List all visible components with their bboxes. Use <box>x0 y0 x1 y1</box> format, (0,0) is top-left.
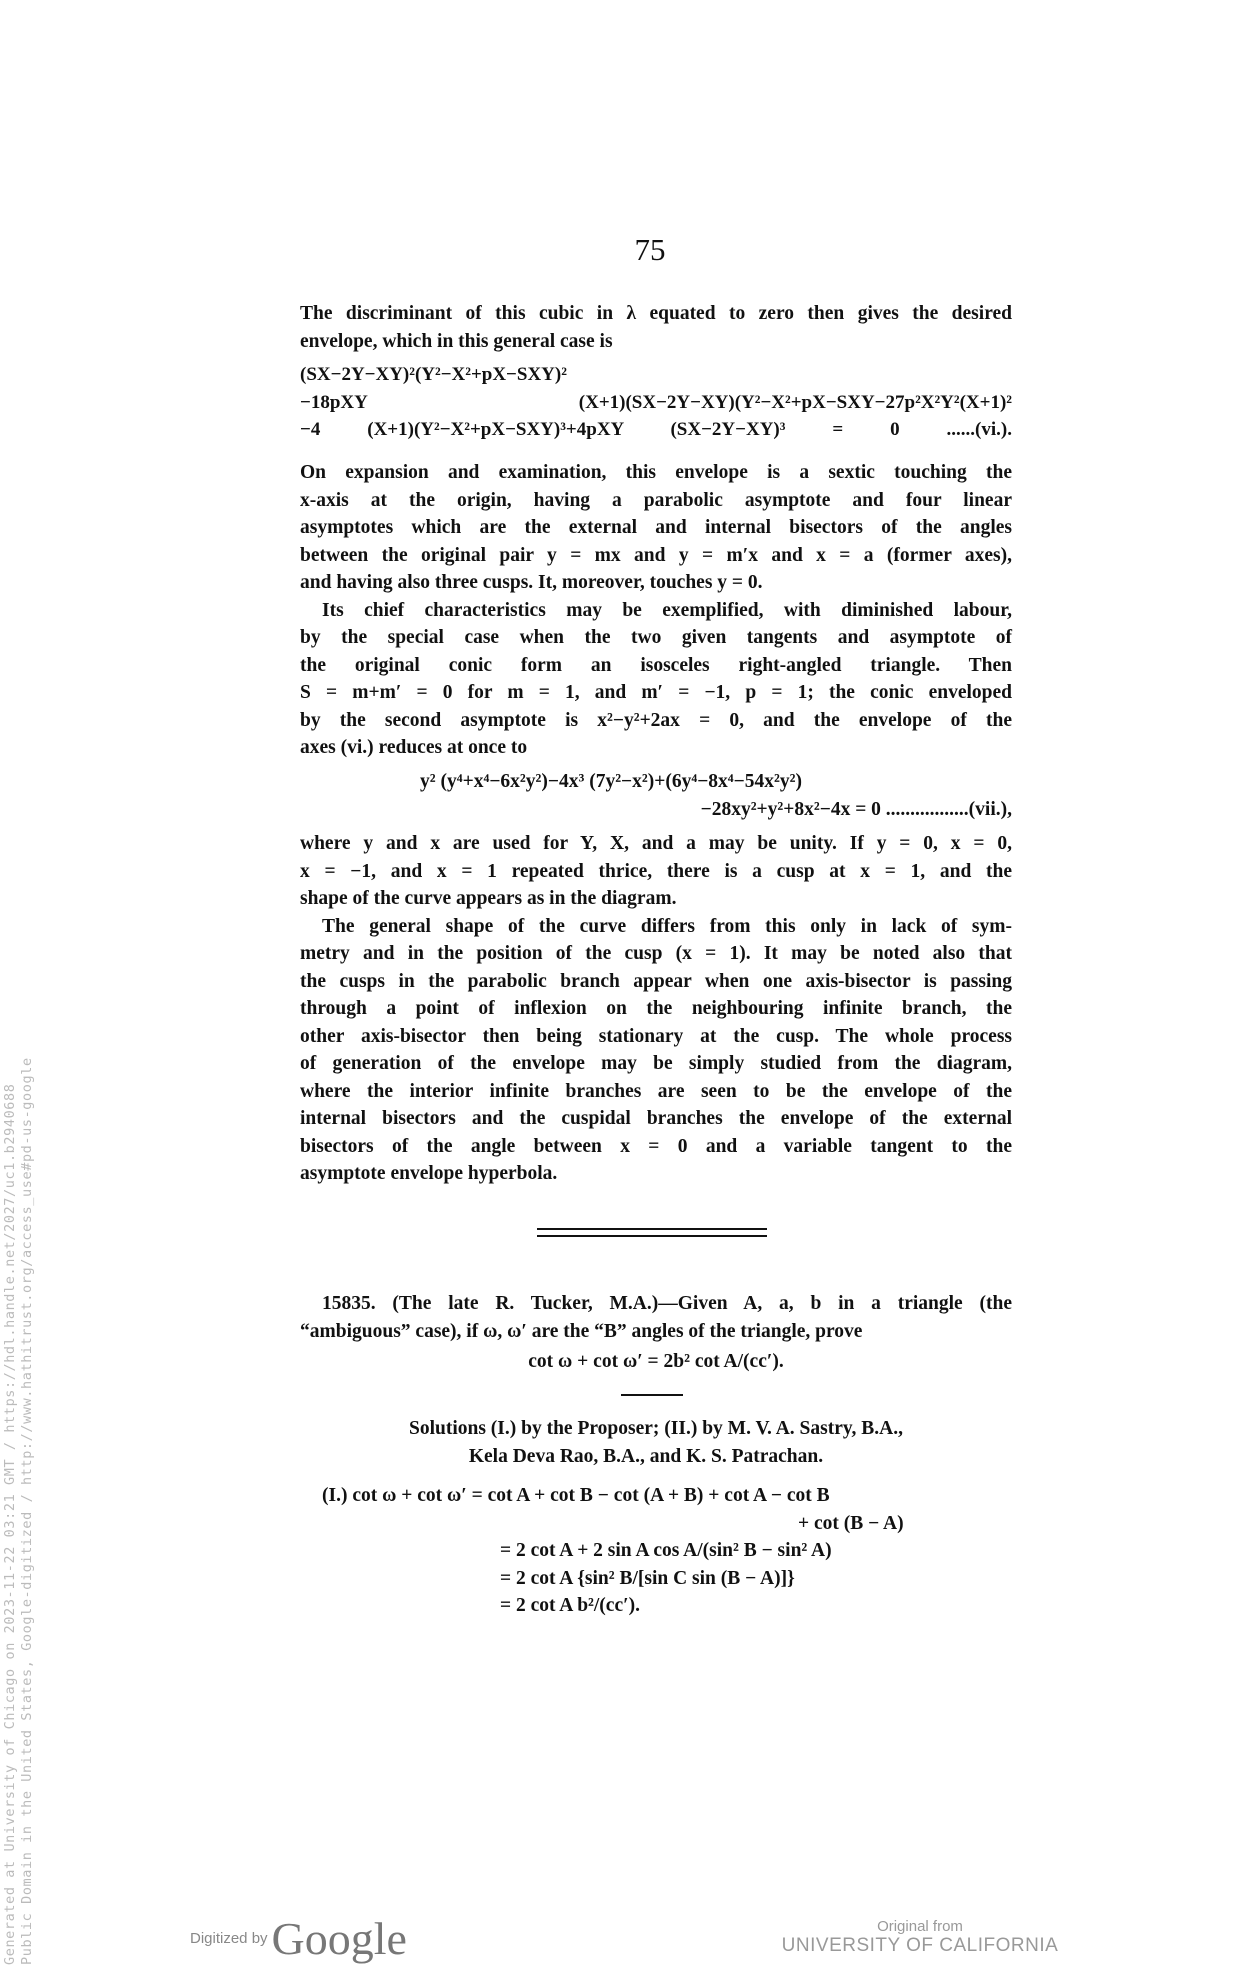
equation-vi <box>300 361 1012 444</box>
text-line: where the interior infinite branches are seen to be the envelope of the <box>300 1080 1012 1102</box>
equation-line: (SX−2Y−XY)²(Y²−X²+pX−SXY)² <box>300 364 567 385</box>
question-formula: cot ω + cot ω′ = 2b² cot A/(cc′). <box>528 1351 784 1372</box>
proof <box>300 1482 1012 1620</box>
text-line: the cusps in the parabolic branch appear when one axis-bisector is passing <box>300 970 1012 992</box>
hathitrust-watermark <box>2 1057 36 1965</box>
google-wordmark: Google <box>271 1913 407 1964</box>
text-line: Its chief characteristics may be exemplified, with diminished labour, <box>322 599 1012 621</box>
text-line: bisectors of the angle between x = 0 and a variable tangent to the <box>300 1135 1012 1157</box>
text-line: 15835. (The late R. Tucker, M.A.)—Given A, a, b in a triangle (the <box>322 1293 1012 1314</box>
digitized-by-label: Digitized by <box>190 1930 268 1947</box>
original-source <box>775 1918 1065 1957</box>
text-line: axes (vi.) reduces at once to <box>300 737 528 758</box>
text-line: The general shape of the curve differs from this only in lack of sym- <box>322 915 1012 937</box>
watermark-line: Public Domain in the United States, Google-digitized / http://www.hathitrust.org/access_use#pd-us-google <box>19 1057 35 1965</box>
proof-line: = 2 cot A b²/(cc′). <box>500 1595 640 1616</box>
text-line: On expansion and examination, this envelope is a sextic touching the <box>300 462 1012 483</box>
text-line: x-axis at the origin, having a parabolic asymptote and four linear <box>300 489 1012 511</box>
equation-line: −28xy²+y²+8x²−4x = 0 .................(vii.), <box>700 798 1012 820</box>
proof-line: = 2 cot A + 2 sin A cos A/(sin² B − sin² A) <box>500 1540 832 1561</box>
text-line: internal bisectors and the cuspidal branches the envelope of the external <box>300 1108 1012 1129</box>
text-line: where y and x are used for Y, X, and a may be unity. If y = 0, x = 0, <box>300 833 1012 854</box>
google-digitized-logo <box>190 1912 407 1965</box>
paragraph-expansion <box>300 459 1012 762</box>
text-line: shape of the curve appears as in the diagram. <box>300 888 677 909</box>
credit-line: Solutions (I.) by the Proposer; (II.) by M. V. A. Sastry, B.A., <box>408 1418 904 1439</box>
section-divider-bottom <box>537 1235 767 1237</box>
text-line: between the original pair y = mx and y = m′x and x = a (former axes), <box>300 544 1012 566</box>
text-line: The discriminant of this cubic in λ equated to zero then gives the desired <box>300 303 1012 324</box>
equation-line: −18pXY (X+1)(SX−2Y−XY)(Y²−X²+pX−SXY−27p²X²Y²(X+1)² <box>300 391 1012 413</box>
page-number: 75 <box>634 232 666 267</box>
text-line: S = m+m′ = 0 for m = 1, and m′ = −1, p = 1; the conic enveloped <box>300 682 1012 703</box>
paragraph-where <box>300 830 1012 1188</box>
short-divider <box>621 1394 683 1396</box>
text-line: through a point of inflexion on the neighbouring infinite branch, the <box>300 998 1012 1019</box>
solutions-credits <box>300 1415 1012 1470</box>
paragraph-discriminant <box>300 300 1012 355</box>
section-divider-top <box>537 1228 767 1230</box>
watermark-line: Generated at University of Chicago on 2023-11-22 03:21 GMT / https://hdl.handle.net/2027/uc1.b2940688 <box>2 1083 18 1965</box>
text-line: by the special case when the two given tangents and asymptote of <box>300 627 1012 648</box>
text-line: of generation of the envelope may be simply studied from the diagram, <box>300 1053 1012 1074</box>
institution-name: UNIVERSITY OF CALIFORNIA <box>781 1935 1059 1956</box>
text-line: “ambiguous” case), if ω, ω′ are the “B” angles of the triangle, prove <box>300 1320 863 1342</box>
text-line: asymptote envelope hyperbola. <box>300 1163 558 1184</box>
equation-vii <box>300 768 1012 823</box>
proof-line: + cot (B − A) <box>798 1512 904 1534</box>
text-line: by the second asymptote is x²−y²+2ax = 0, and the envelope of the <box>300 709 1012 731</box>
text-line: the original conic form an isosceles right-angled triangle. Then <box>300 654 1012 676</box>
text-line: envelope, which in this general case is <box>300 330 613 352</box>
proof-line: = 2 cot A {sin² B/[sin C sin (B − A)]} <box>500 1567 795 1589</box>
text-line: metry and in the position of the cusp (x = 1). It may be noted also that <box>300 943 1012 964</box>
text-line: x = −1, and x = 1 repeated thrice, there is a cusp at x = 1, and the <box>300 860 1012 882</box>
question-15835 <box>300 1290 1012 1376</box>
text-line: asymptotes which are the external and internal bisectors of the angles <box>300 517 1012 538</box>
equation-line: −4 (X+1)(Y²−X²+pX−SXY)³+4pXY (SX−2Y−XY)³ = 0 ......(vi.). <box>300 419 1012 440</box>
text-line: other axis-bisector then being stationary at the cusp. The whole process <box>300 1025 1012 1047</box>
text-line: and having also three cusps. It, moreover, touches y = 0. <box>300 572 763 593</box>
proof-line: (I.) cot ω + cot ω′ = cot A + cot B − cot (A + B) + cot A − cot B <box>322 1485 830 1506</box>
credit-line: Kela Deva Rao, B.A., and K. S. Patrachan. <box>468 1445 824 1467</box>
original-from-label: Original from <box>877 1918 963 1935</box>
equation-line: y² (y⁴+x⁴−6x²y²)−4x³ (7y²−x²)+(6y⁴−8x⁴−54x²y²) <box>420 771 802 792</box>
